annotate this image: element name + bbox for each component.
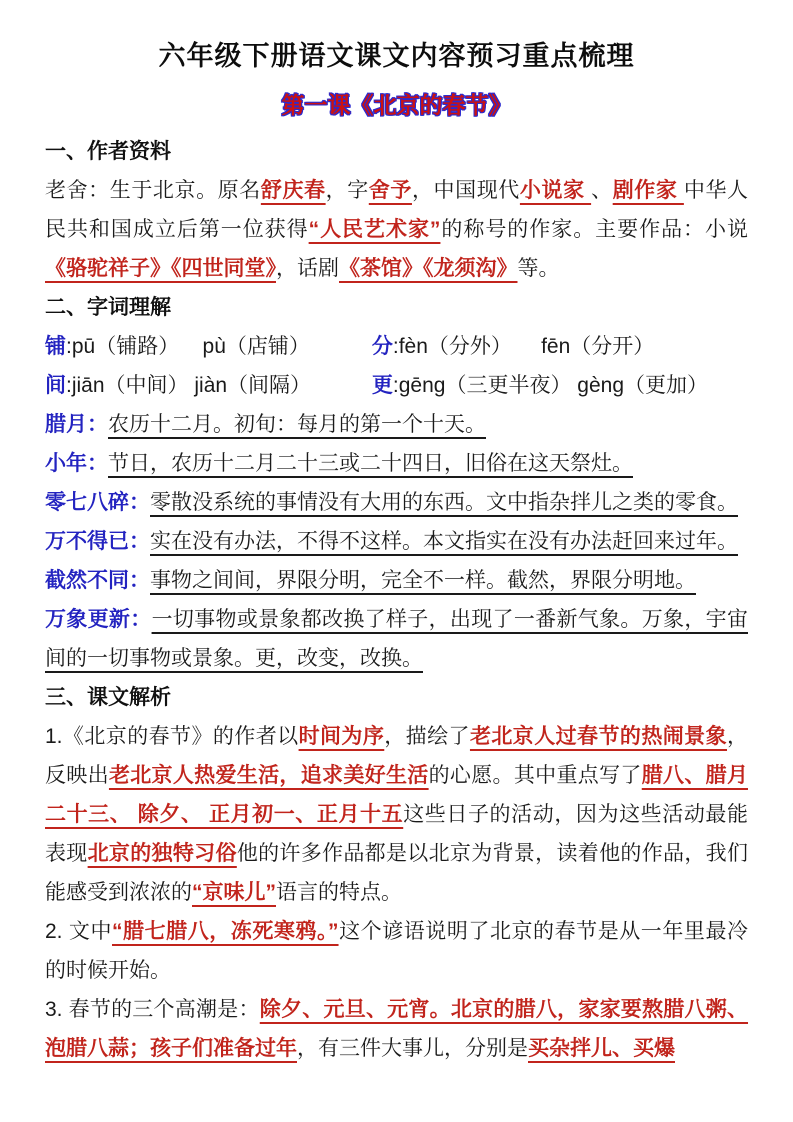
polyphone-entry bbox=[372, 327, 748, 366]
vocab-jieranbutong bbox=[45, 561, 748, 600]
emphasis-red-text: 舍予 bbox=[368, 179, 412, 202]
plain-text: 、 bbox=[591, 179, 613, 202]
emphasis-red-text: 《骆驼祥子》《四世同堂》 bbox=[45, 257, 276, 280]
plain-text: 中华人民共和国成立后第一位获得 bbox=[45, 179, 749, 241]
emphasis-red-text: 《茶馆》《龙须沟》 bbox=[339, 257, 518, 280]
vocab-definition: 事物之间间，界限分明，完全不一样。截然，界限分明地。 bbox=[150, 569, 696, 592]
vocab-term: 截然不同： bbox=[45, 569, 150, 592]
plain-text: 的心愿。其中重点写了 bbox=[428, 764, 642, 787]
polyphone-readings: :fèn（分外） fēn（分开） bbox=[392, 335, 655, 358]
emphasis-red-text: 买杂拌儿、买爆 bbox=[528, 1037, 675, 1060]
polyphone-character: 铺 bbox=[45, 335, 66, 358]
vocab-wanbudeyi bbox=[45, 522, 748, 561]
plain-text: 等。 bbox=[517, 257, 560, 280]
plain-text: 老舍：生于北京。原名 bbox=[45, 179, 261, 202]
analysis-point-3 bbox=[45, 990, 748, 1068]
vocab-xiaonian bbox=[45, 444, 748, 483]
plain-text: 3. 春节的三个高潮是： bbox=[45, 998, 260, 1021]
polyphone-character: 分 bbox=[371, 335, 393, 358]
vocab-term: 小年： bbox=[45, 452, 108, 475]
emphasis-red-text: 小说家 bbox=[519, 179, 592, 202]
lesson-subtitle: 第一课《北京的春节》 bbox=[281, 92, 512, 118]
emphasis-red-text: 北京的独特习俗 bbox=[87, 842, 237, 865]
vocab-definition: 节日，农历十二月二十三或二十四日，旧俗在这天祭灶。 bbox=[108, 452, 633, 475]
page-title: 六年级下册语文课文内容预习重点梳理 bbox=[158, 41, 635, 71]
vocab-definition: 农历十二月。初旬：每月的第一个十天。 bbox=[108, 413, 486, 436]
polyphone-readings: :jiān（中间） jiàn（间隔） bbox=[66, 374, 312, 397]
plain-text: ，字 bbox=[325, 179, 369, 202]
vocab-term: 腊月： bbox=[45, 413, 108, 436]
plain-text: 这个谚语说明了北京的春节是从一年里最冷的时候开始。 bbox=[45, 920, 748, 982]
plain-text: ，反映出 bbox=[45, 725, 749, 787]
polyphone-readings: :pū（铺路） pù（店铺） bbox=[66, 335, 310, 358]
emphasis-red-text: 时间为序 bbox=[298, 725, 385, 748]
emphasis-red-text: 舒庆春 bbox=[260, 179, 326, 202]
vocab-layue bbox=[45, 405, 748, 444]
polyphone-entry bbox=[372, 366, 748, 405]
section-heading-words: 二、字词理解 bbox=[45, 296, 171, 319]
analysis-point-1 bbox=[45, 717, 748, 912]
emphasis-red-text: 除夕、元旦、元宵。北京的腊八，家家要熬腊八粥、泡腊八蒜；孩子们准备过年 bbox=[45, 998, 749, 1060]
plain-text: ，描绘了 bbox=[384, 725, 470, 748]
vocab-lingqibasui bbox=[45, 483, 748, 522]
emphasis-red-text: 老北京人热爱生活，追求美好生活 bbox=[108, 764, 429, 787]
vocab-term: 零七八碎： bbox=[45, 491, 150, 514]
polyphone-character: 间 bbox=[45, 374, 66, 397]
polyphone-entry bbox=[45, 366, 372, 405]
plain-text: 他的许多作品都是以北京为背景，读着他的作品，我们能感受到浓浓的 bbox=[45, 842, 748, 904]
polyphone-grid bbox=[45, 327, 748, 405]
section-heading-analysis: 三、课文解析 bbox=[45, 686, 171, 709]
polyphone-entry bbox=[45, 327, 372, 366]
emphasis-red-text: “人民艺术家” bbox=[308, 218, 441, 241]
section-heading-author: 一、作者资料 bbox=[45, 140, 171, 163]
document-body bbox=[45, 132, 748, 1068]
plain-text: 1.《北京的春节》的作者以 bbox=[45, 725, 299, 748]
emphasis-red-text: 剧作家 bbox=[612, 179, 684, 202]
vocab-wanxianggengxin bbox=[45, 600, 748, 678]
plain-text: ，有三件大事儿，分别是 bbox=[297, 1037, 528, 1060]
emphasis-red-text: 腊八、腊月二十三、 除夕、 正月初一、正月十五 bbox=[45, 764, 748, 826]
plain-text: ，中国现代 bbox=[411, 179, 520, 202]
analysis-point-2 bbox=[45, 912, 748, 990]
vocab-definition: 实在没有办法，不得不这样。本文指实在没有办法赶回来过年。 bbox=[150, 530, 738, 553]
vocab-term: 万不得已： bbox=[45, 530, 150, 553]
plain-text: 2. 文中 bbox=[45, 920, 112, 943]
polyphone-character: 更 bbox=[371, 374, 393, 397]
plain-text: 语言的特点。 bbox=[276, 881, 402, 904]
plain-text: ，话剧 bbox=[276, 257, 339, 280]
plain-text: 这些日子的活动，因为这些活动最能表现 bbox=[45, 803, 749, 865]
author-bio-paragraph bbox=[45, 171, 748, 288]
vocab-definition: 零散没系统的事情没有大用的东西。文中指杂拌儿之类的零食。 bbox=[150, 491, 738, 514]
emphasis-red-text: “腊七腊八，冻死寒鸦。” bbox=[112, 920, 339, 943]
vocab-term: 万象更新： bbox=[45, 608, 152, 631]
polyphone-readings: :gēng（三更半夜） gèng（更加） bbox=[392, 374, 708, 397]
plain-text: 的称号的作家。主要作品：小说 bbox=[440, 218, 748, 241]
vocab-definition: 一切事物或景象都改换了样子，出现了一番新气象。万象，宇宙间的一切事物或景象。更，改变，改换。 bbox=[45, 608, 748, 670]
emphasis-red-text: “京味儿” bbox=[192, 881, 276, 904]
emphasis-red-text: 老北京人过春节的热闹景象 bbox=[469, 725, 728, 748]
